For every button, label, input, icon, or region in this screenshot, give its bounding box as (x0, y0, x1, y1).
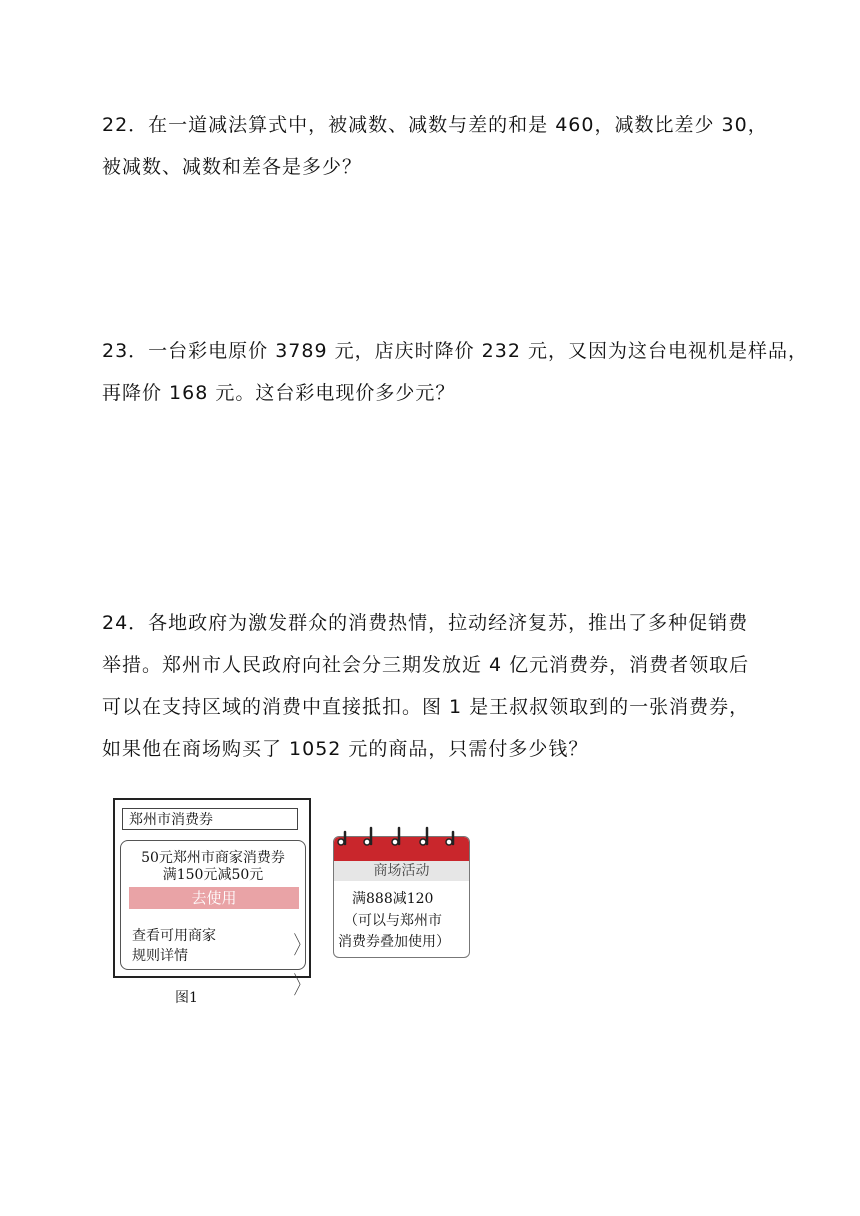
question-23-line-2: 再降价 168 元。这台彩电现价多少元？ (102, 382, 456, 404)
question-22 (102, 104, 768, 188)
question-22-line-2: 被减数、减数和差各是多少？ (102, 156, 363, 178)
use-coupon-button: 去使用 (129, 887, 299, 909)
coupon-condition: 满150元减50元 (162, 867, 264, 883)
coupon-description: 50元郑州市商家消费券 (141, 850, 285, 866)
figure-caption: 图1 (175, 990, 198, 1006)
view-merchants-link: 查看可用商家 (132, 928, 216, 944)
question-24-line-2: 举措。郑州市人民政府向社会分三期发放近 4 亿元消费券，消费者领取后 (102, 654, 750, 676)
mall-event-calendar (333, 836, 470, 958)
question-24-line-4: 如果他在商场购买了 1052 元的商品，只需付多少钱？ (102, 738, 589, 760)
question-24 (102, 602, 762, 770)
rules-details-link: 规则详情 (132, 948, 188, 964)
calendar-rings-icon (333, 826, 468, 850)
question-22-line-1: 22．在一道减法算式中，被减数、减数与差的和是 460，减数比差少 30， (102, 114, 768, 136)
offer-note-line-2: 消费券叠加使用） (338, 934, 450, 950)
offer-note-line-1: （可以与郑州市 (344, 913, 442, 929)
chevron-right-icon: 〉 〉 (293, 931, 309, 999)
calendar-label: 商场活动 (334, 861, 469, 881)
question-24-line-1: 24．各地政府为激发群众的消费热情，拉动经济复苏，推出了多种促销费 (102, 612, 749, 634)
question-24-line-3: 可以在支持区域的消费中直接抵扣。图 1 是王叔叔领取到的一张消费券， (102, 696, 750, 718)
coupon-title: 郑州市消费券 (122, 808, 298, 830)
mall-offer: 满888减120 (352, 891, 434, 907)
question-23-line-1: 23．一台彩电原价 3789 元，店庆时降价 232 元，又因为这台电视机是样品， (102, 340, 808, 362)
question-23 (102, 330, 808, 414)
